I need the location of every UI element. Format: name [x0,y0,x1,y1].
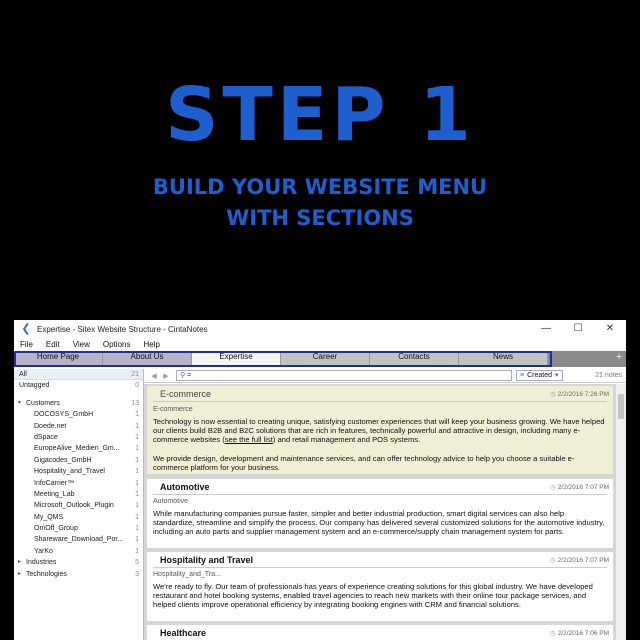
note-tag[interactable]: Automotive [153,498,189,505]
sidebar-item-shareware[interactable] [14,534,143,545]
note-text: ) and retail management and POS systems. [272,435,421,445]
close-button[interactable]: ✕ [605,323,615,334]
sidebar-item-count: 1 [135,490,139,498]
note-body[interactable] [153,582,605,619]
window-title: Expertise - Sitex Website Structure - CintaNotes [37,324,208,334]
sidebar-item-my-qms[interactable] [14,512,143,523]
note-card[interactable] [147,552,613,621]
sort-label: Created [527,372,552,379]
step-subtitle [0,172,640,234]
note-date [550,483,609,491]
sidebar-item-label: Customers [26,399,60,407]
note-title: Automotive [160,482,210,492]
sidebar-item-label: Untagged [19,382,50,390]
sidebar-item-meeting-lab[interactable] [14,489,143,500]
note-title: Hospitality and Travel [160,555,254,565]
sidebar-item-onoff-group[interactable] [14,523,143,534]
tab-news[interactable]: News [459,351,548,367]
note-date-text: 2/2/2016 7:07 PM [557,557,609,564]
menu-bar [14,338,626,351]
sidebar-item-count: 1 [135,468,139,476]
notes-panel [144,369,626,640]
sidebar-item-count: 1 [135,422,139,430]
search-value: = [187,372,192,379]
note-tag[interactable]: Hospitality_and_Tra... [153,571,221,578]
note-separator [153,567,607,568]
clock-icon: ◷ [550,630,556,637]
sidebar-group-industries[interactable] [14,557,143,568]
sidebar-item-count: 1 [135,513,139,521]
clock-icon: ◷ [550,557,556,564]
sidebar-item-label: Hospitality_and_Travel [34,468,105,476]
sidebar-item-europealive[interactable] [14,443,143,454]
sidebar-item-label: Technologies [26,570,67,578]
note-count: 21 notes [595,372,622,379]
note-paragraph: While manufacturing companies pursue faster, simpler and better industrial production, smart digital services can also help standardize, streamline and simplify the process. Our company has delivered several customized solutions for the automotive industry, including an auto parts and supplier management system and an e-commerce/supply chain management system for parts. [153,509,605,537]
note-tag[interactable]: E-commerce [153,406,193,413]
app-window [14,320,626,640]
sidebar-item-docosys[interactable] [14,409,143,420]
scrollbar-thumb[interactable] [618,394,624,419]
note-date-text: 2/2/2016 7:07 PM [557,484,609,491]
full-list-link[interactable]: see the full list [224,435,273,445]
step-title: STEP 1 [165,72,475,158]
sidebar-item-label: Industries [26,559,57,567]
sort-dropdown[interactable] [516,370,563,381]
sidebar-group-customers[interactable] [14,398,143,409]
note-title: Healthcare [160,628,207,638]
note-paragraph: We're ready to fly. Our team of professionals has years of experience creating solutions for this global industry. We have developed restaurant and hotel booking systems, enabled travel agencies to reach new markets with their online tour package services, and helped clients improve operational efficiency by integrating booking engines with CRM and financial solutions. [153,582,593,610]
sidebar-item-count: 3 [135,570,139,578]
section-tab-bar [14,351,626,367]
menu-edit[interactable]: Edit [45,340,60,349]
sidebar-item-label: Shareware_Download_Por... [34,536,124,544]
sidebar-item-label: Microsoft_Outlook_Plugin [34,502,114,510]
sidebar-item-outlook-plugin[interactable] [14,500,143,511]
sidebar-item-infocarrier[interactable] [14,478,143,489]
maximize-button[interactable]: ☐ [573,323,583,334]
note-date-text: 2/2/2016 7:06 PM [557,630,609,637]
sidebar-item-label: All [19,371,27,378]
sidebar-item-count: 1 [135,445,139,453]
sidebar-item-label: EuropeAlive_Medien_Gm... [34,445,120,453]
title-bar [14,320,626,338]
menu-options[interactable]: Options [102,340,131,349]
note-text: Technology is now essential to creating unique, satisfying customer experiences that will keep your business growing. We have helped our clients build B2B and B2C solutions that are rich in features, technically powerful and attractive in design, including many e-commerce websites ( [153,417,605,445]
note-paragraph [153,417,605,445]
tag-sidebar [14,369,144,640]
sidebar-item-count: 0 [135,382,139,390]
sidebar-item-doede[interactable] [14,421,143,432]
tab-expertise[interactable]: Expertise [192,351,281,367]
sidebar-item-yarko[interactable] [14,546,143,557]
sidebar-item-gigacodes[interactable] [14,455,143,466]
menu-file[interactable]: File [20,340,33,349]
sidebar-item-count: 21 [131,371,139,378]
sidebar-item-label: Doede.net [34,422,67,430]
menu-help[interactable]: Help [143,340,160,349]
step-subtitle-line-1: BUILD YOUR WEBSITE MENU [152,175,488,199]
sidebar-item-dspace[interactable] [14,432,143,443]
note-card[interactable] [147,625,613,640]
sidebar-item-count: 1 [135,411,139,419]
clock-icon: ◷ [550,484,556,491]
sidebar-item-count: 1 [135,433,139,441]
sidebar-item-count: 1 [135,525,139,533]
sidebar-item-label: DOCOSYS_GmbH [34,411,94,419]
sidebar-item-count: 1 [135,479,139,487]
sidebar-item-count: 1 [135,536,139,544]
notes-list [144,384,616,640]
note-body[interactable] [153,509,605,546]
expand-arrow-icon[interactable]: ▸ [18,559,22,566]
note-date-text: 2/2/2016 7:26 PM [557,391,609,398]
sidebar-item-count: 1 [135,502,139,510]
note-separator [153,494,607,495]
sidebar-item-untagged[interactable] [14,380,143,391]
note-date [550,390,609,398]
sidebar-item-count: 5 [135,559,139,567]
sidebar-item-label: dSpace [34,433,58,441]
forward-arrow-icon[interactable]: ▶ [163,372,169,380]
step-subtitle-line-2: WITH SECTIONS [226,206,414,230]
notes-toolbar [144,369,626,383]
expand-arrow-icon[interactable]: ▸ [18,570,22,577]
note-date [550,629,609,637]
sidebar-group-technologies[interactable] [14,569,143,580]
note-card[interactable] [147,386,613,474]
note-title: E-commerce [160,389,212,399]
tab-home-page[interactable]: Home Page [14,351,103,367]
clock-icon: ◷ [550,391,556,398]
note-date [550,556,609,564]
note-card[interactable] [147,479,613,548]
search-input[interactable] [176,370,512,381]
sidebar-item-label: My_QMS [34,513,64,521]
sidebar-item-label: Meeting_Lab [34,490,75,498]
sidebar-item-all[interactable] [14,369,143,380]
sidebar-item-count: 13 [131,399,139,407]
window-controls [530,320,626,338]
sidebar-item-hospitality[interactable] [14,466,143,477]
sidebar-item-label: YarKo [34,547,53,555]
add-tab-icon[interactable]: + [615,351,623,363]
minimize-button[interactable]: — [541,323,551,334]
tab-about-us[interactable]: About Us [103,351,192,367]
content-area [14,369,626,640]
chevron-down-icon: ▾ [555,372,559,379]
sidebar-item-count: 1 [135,456,139,464]
tab-contacts[interactable]: Contacts [370,351,459,367]
sidebar-item-count: 1 [135,547,139,555]
note-body[interactable] [153,417,605,474]
tab-career[interactable]: Career [281,351,370,367]
back-arrow-icon[interactable]: ◀ [151,372,157,380]
sidebar-item-label: On\Off_Group [34,525,78,533]
menu-view[interactable]: View [72,340,90,349]
vertical-scrollbar[interactable] [616,384,626,640]
note-separator [153,401,607,402]
sort-icon: ≡ [520,372,525,379]
search-icon: ⚲ [180,372,186,379]
collapse-arrow-icon[interactable]: ▾ [18,399,22,406]
note-paragraph: We provide design, development and maintenance services, and can offer technology advice to help you choose a suitable e-commerce platform for your business. [153,453,575,472]
cintanotes-logo-icon: ❮ [21,323,31,335]
sidebar-item-label: InfoCarrier™ [34,479,75,487]
sidebar-item-label: Gigacodes_GmbH [34,456,92,464]
